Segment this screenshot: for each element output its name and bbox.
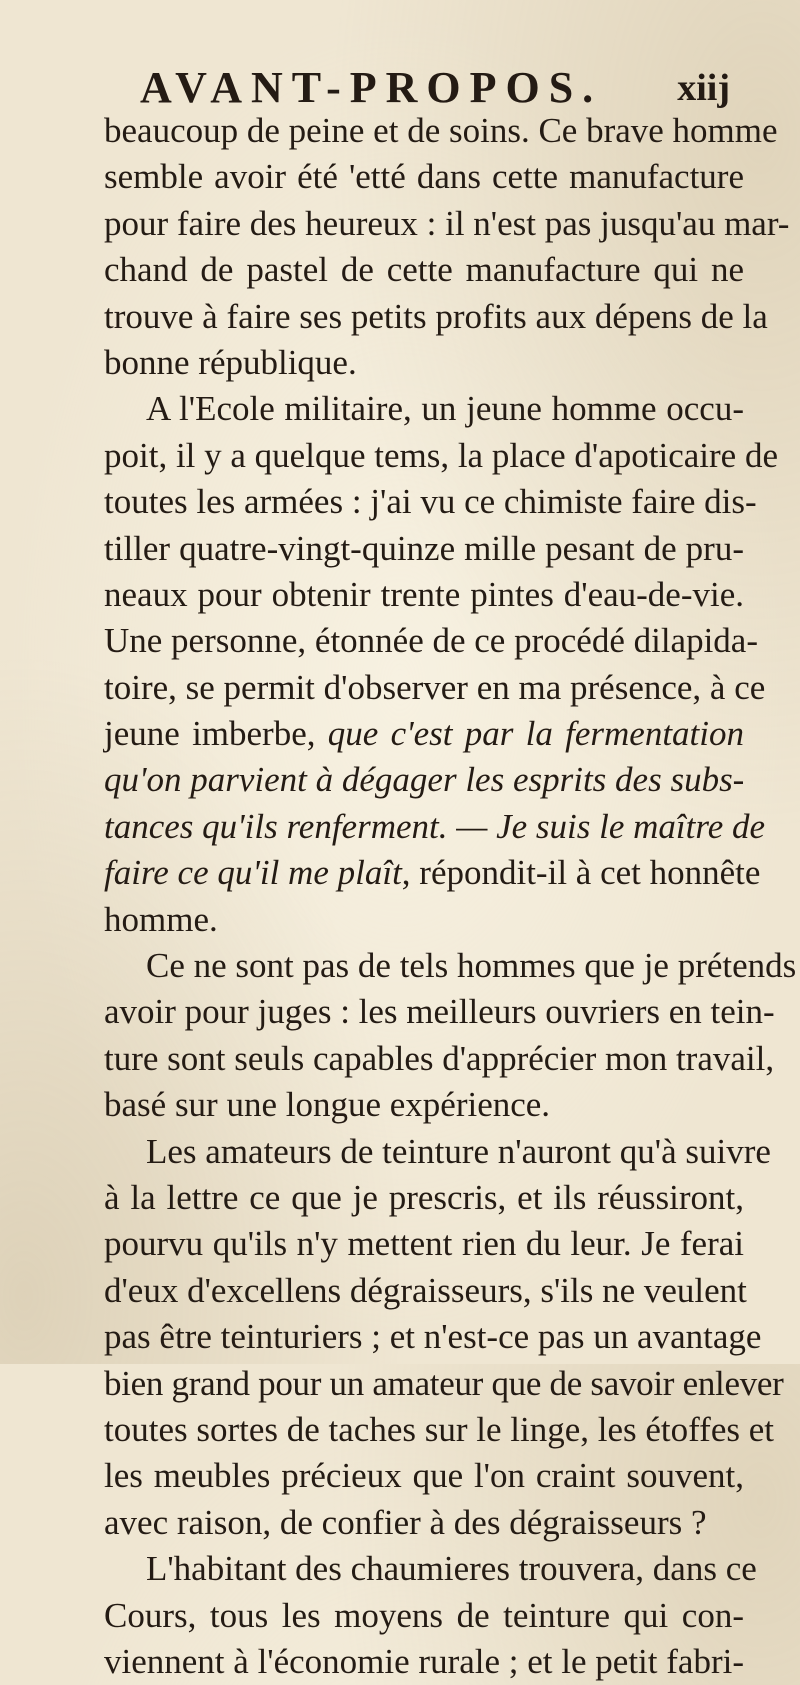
- text-line: neaux pour obtenir trente pintes d'eau-de-vie.: [104, 574, 744, 614]
- text-line: ture sont seuls capables d'apprécier mon travail,: [104, 1038, 775, 1078]
- italic-run: faire ce qu'il me plaît: [104, 853, 402, 893]
- italic-run: tances qu'ils renferment. — Je suis le maître de: [104, 806, 766, 846]
- text-line: Cours, tous les moyens de teinture qui con-: [104, 1595, 744, 1635]
- text-line: Une personne, étonnée de ce procédé dilapida-: [104, 621, 758, 661]
- text-line: trouve à faire ses petits profits aux dépens de la: [104, 296, 768, 336]
- text-line: avoir pour juges : les meilleurs ouvriers en tein-: [104, 992, 775, 1032]
- text-line: Les amateurs de teinture n'auront qu'à suivre: [146, 1131, 771, 1171]
- text-line: [104, 850, 761, 896]
- page-number: xiij: [677, 67, 730, 109]
- text-line: pourvu qu'ils n'y mettent rien du leur. Je ferai: [104, 1224, 744, 1264]
- italic-run: qu'on parvient à dégager les esprits des subs-: [104, 760, 745, 800]
- text-line: pas être teinturiers ; et n'est-ce pas un avantage: [104, 1317, 762, 1357]
- text-line: chand de pastel de cette manufacture qui ne: [104, 250, 744, 290]
- text-line: toutes les armées : j'ai vu ce chimiste faire dis-: [104, 482, 757, 522]
- italic-run: que c'est par la fermentation: [327, 714, 744, 754]
- text-line: semble avoir été 'etté dans cette manufacture: [104, 157, 744, 197]
- text-line: avec raison, de confier à des dégraisseurs ?: [104, 1502, 707, 1542]
- text-line: tiller quatre-vingt-quinze mille pesant de pru-: [104, 528, 744, 568]
- text-line: à la lettre ce que je prescris, et ils réussiront,: [104, 1177, 744, 1217]
- text-line: les meubles précieux que l'on craint souvent,: [104, 1456, 744, 1496]
- text-line: L'habitant des chaumieres trouvera, dans ce: [146, 1549, 757, 1589]
- text-line: A l'Ecole militaire, un jeune homme occu-: [146, 389, 744, 429]
- text-line: Ce ne sont pas de tels hommes que je prétends: [146, 946, 797, 986]
- text-line: beaucoup de peine et de soins. Ce brave homme: [104, 111, 778, 150]
- text-line: [104, 711, 744, 757]
- text-line: poit, il y a quelque tems, la place d'apoticaire de: [104, 435, 778, 475]
- text-line: toire, se permit d'observer en ma présence, à ce: [104, 667, 766, 707]
- text-line: bien grand pour un amateur que de savoir enlever: [104, 1363, 784, 1403]
- text-run: jeune imberbe,: [104, 714, 328, 754]
- text-line: toutes sortes de taches sur le linge, les étoffes et: [104, 1409, 774, 1449]
- running-head-title: AVANT-PROPOS.: [140, 63, 603, 112]
- body-text: [104, 108, 797, 1685]
- text-line: basé sur une longue expérience.: [104, 1085, 551, 1125]
- text-run: , répondit-il à cet honnête: [401, 853, 761, 893]
- text-line-italic: [104, 757, 744, 803]
- text-line: bonne république.: [104, 342, 357, 382]
- text-line: viennent à l'économie rurale ; et le petit fabri-: [104, 1641, 744, 1681]
- text-line: pour faire des heureux : il n'est pas jusqu'au mar-: [104, 203, 790, 243]
- text-line-italic: [104, 804, 766, 850]
- text-line: homme.: [104, 899, 218, 939]
- text-line: d'eux d'excellens dégraisseurs, s'ils ne veulent: [104, 1270, 747, 1310]
